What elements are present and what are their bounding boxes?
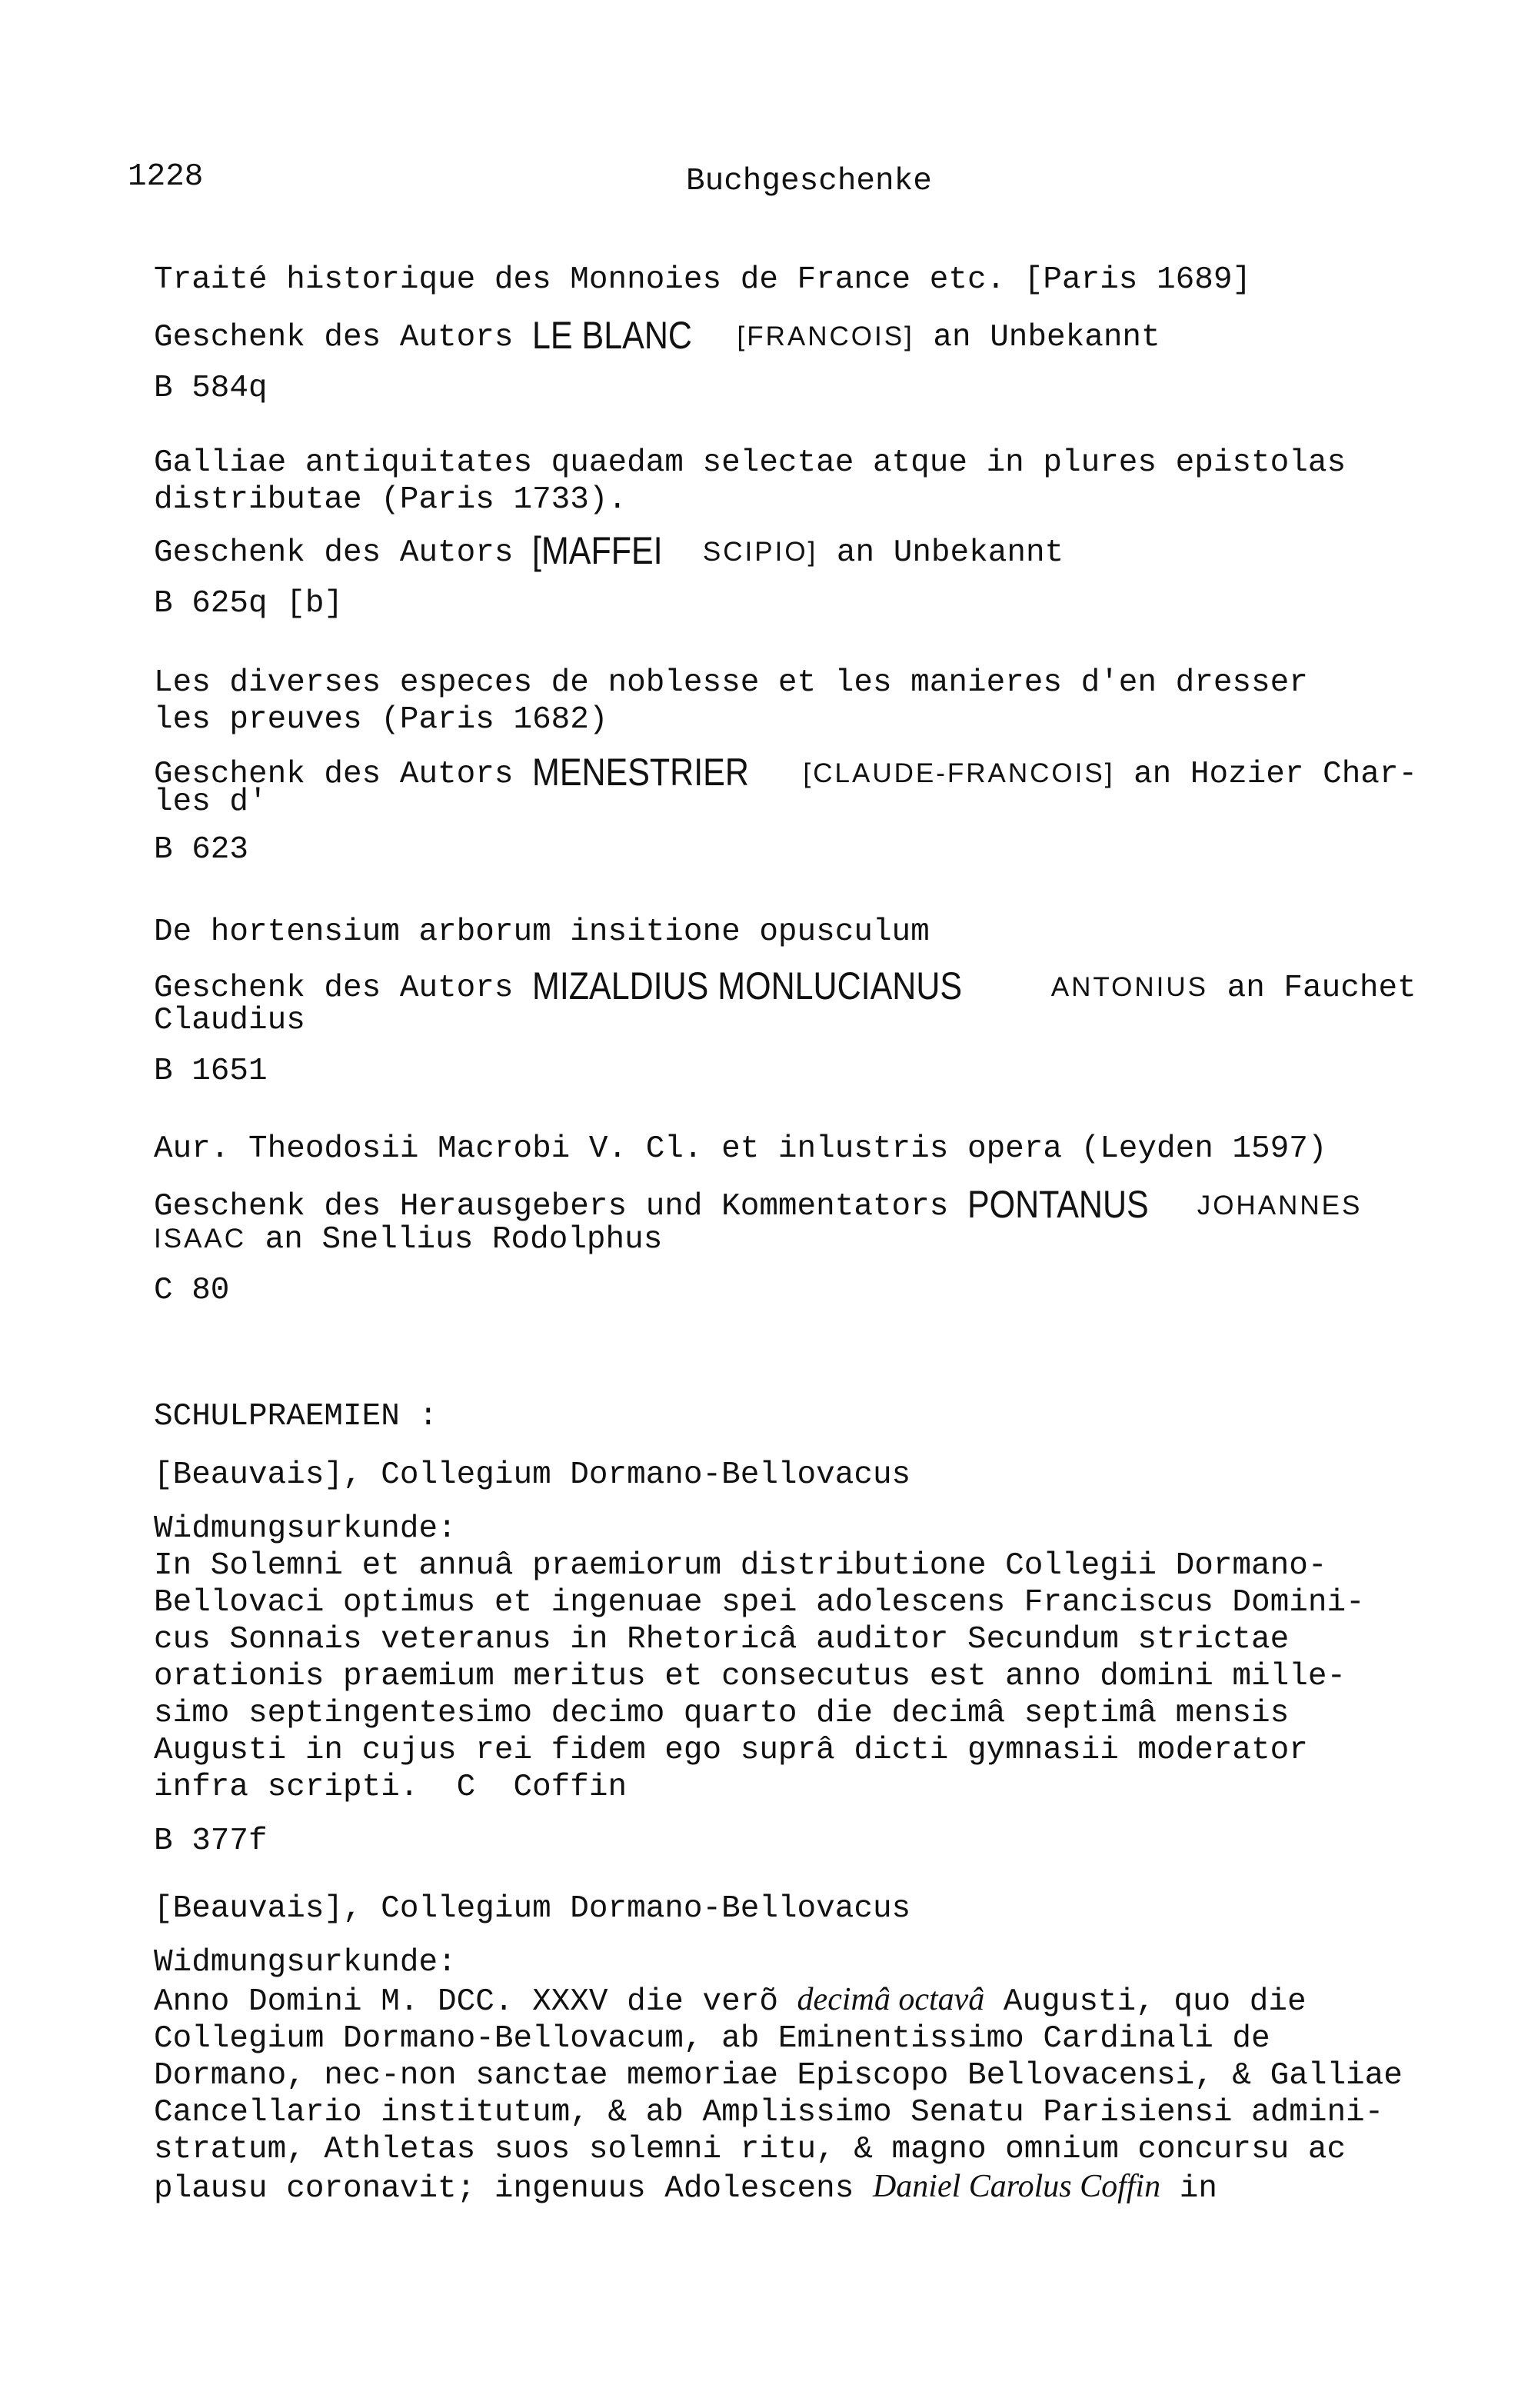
author-given: JOHANNES [1197,1191,1363,1221]
dedication-line: In Solemni et annuâ praemiorum distributione Collegii Dormano- [154,1548,1327,1584]
dedication-label: Widmungsurkunde: [154,1511,457,1547]
dedication-line: Augusti in cujus rei fidem ego suprâ dicti gymnasii moderator [154,1733,1308,1768]
entry-title: Aur. Theodosii Macrobi V. Cl. et inlustris opera (Leyden 1597) [154,1131,1327,1167]
dedication-line: Bellovaci optimus et ingenuae spei adolescens Franciscus Domini- [154,1585,1365,1620]
entry-title-line1: Galliae antiquitates quaedam selectae atque in plures epistolas [154,445,1347,481]
page-title: Buchgeschenke [686,164,932,199]
shelfmark: B 623 [154,832,249,868]
gift-line [154,751,1523,794]
gift-prefix: Geschenk des Autors [154,757,514,792]
text-segment: plausu coronavit; ingenuus Adolescens [154,2171,873,2207]
entry-5 [154,1131,1523,1309]
gift-line-2: les d' [154,784,268,820]
author-name: PONTANUS [967,1183,1149,1226]
entry-title: Traité historique des Monnoies de France etc. [Paris 1689] [154,262,1252,298]
gift-line [154,964,1523,1007]
author-given: ANTONIUS [1050,972,1208,1002]
gift-line [154,314,1523,357]
shelfmark: B 1651 [154,1054,268,1089]
entry-title-line2: les preuves (Paris 1682) [154,702,608,738]
gift-recipient: an Snellius Rodolphus [265,1222,663,1257]
gift-prefix: Geschenk des Herausgebers und Kommentators [154,1189,949,1224]
entry-title-line2: distributae (Paris 1733). [154,482,628,518]
gift-line-2: Claudius [154,1003,305,1038]
page-number: 1228 [128,159,204,195]
author-given: [FRANCOIS] [737,321,914,351]
dedication-line: orationis praemium meritus et consecutus est anno domini mille- [154,1659,1347,1694]
gift-recipient: an Hozier Char- [1134,757,1418,792]
institution: [Beauvais], Collegium Dormano-Bellovacus [154,1457,911,1493]
shelfmark: C 80 [154,1273,230,1308]
text-segment: in [1160,2171,1217,2207]
text-segment: Anno Domini M. DCC. XXXV die verõ [154,1984,797,2020]
shelfmark: B 584q [154,371,268,406]
dedication-line: cus Sonnais veteranus in Rhetoricâ auditor Secundum strictae [154,1622,1290,1657]
author-name: MENESTRIER [532,751,750,794]
gift-line [154,1183,1523,1226]
dedication-line: infra scripti. C Coffin [154,1770,628,1805]
gift-recipient: an Fauchet [1227,971,1416,1006]
entry-title: De hortensium arborum insitione opusculum [154,914,930,950]
shelfmark: B 377f [154,1823,268,1859]
gift-recipient: an Unbekannt [836,535,1064,571]
shelfmark: B 625q [b] [154,586,344,621]
author-name: [MAFFEI [532,529,663,572]
section-heading: SCHULPRAEMIEN : [154,1399,438,1434]
gift-prefix: Geschenk des Autors [154,535,514,571]
dedication-line: stratum, Athletas suos solemni ritu, & magno omnium concursu ac [154,2132,1347,2167]
prize-item-2 [154,1890,1523,2207]
author-given: [CLAUDE-FRANCOIS] [803,758,1115,788]
gift-recipient: an Unbekannt [933,320,1160,355]
author-name: LE BLANC [532,314,693,357]
dedication-line: Collegium Dormano-Bellovacum, ab Eminentissimo Cardinali de [154,2021,1270,2057]
author-given-cont: ISAAC [154,1224,247,1254]
dedication-line: Dormano, nec-non sanctae memoriae Episcopo Bellovacensi, & Galliae [154,2058,1403,2093]
italic-segment: Daniel Carolus Coffin [872,2169,1161,2204]
entry-1 [154,261,1523,407]
entry-3 [154,664,1523,868]
entry-title-line1: Les diverses especes de noblesse et les manieres d'en dresser [154,665,1308,701]
gift-prefix: Geschenk des Autors [154,971,514,1006]
author-given: SCIPIO] [702,537,818,567]
dedication-line: simo septingentesimo decimo quarto die decimâ septimâ mensis [154,1696,1290,1731]
text-segment: Augusti, quo die [984,1984,1307,2020]
italic-segment: decimâ octavâ [797,1982,985,2017]
gift-prefix: Geschenk des Autors [154,320,514,355]
entry-2 [154,445,1523,622]
gift-line-2 [154,1221,1523,1258]
dedication-line [154,1981,1523,2020]
dedication-line: Cancellario institutum, & ab Amplissimo Senatu Parisiensi admini- [154,2095,1384,2130]
author-name: MIZALDIUS MONLUCIANUS [532,964,963,1007]
gift-line [154,529,1523,572]
institution: [Beauvais], Collegium Dormano-Bellovacus [154,1891,911,1927]
entry-4 [154,914,1523,1090]
dedication-line [154,2168,1523,2207]
dedication-label: Widmungsurkunde: [154,1945,457,1980]
prize-item-1 [154,1457,1523,1860]
